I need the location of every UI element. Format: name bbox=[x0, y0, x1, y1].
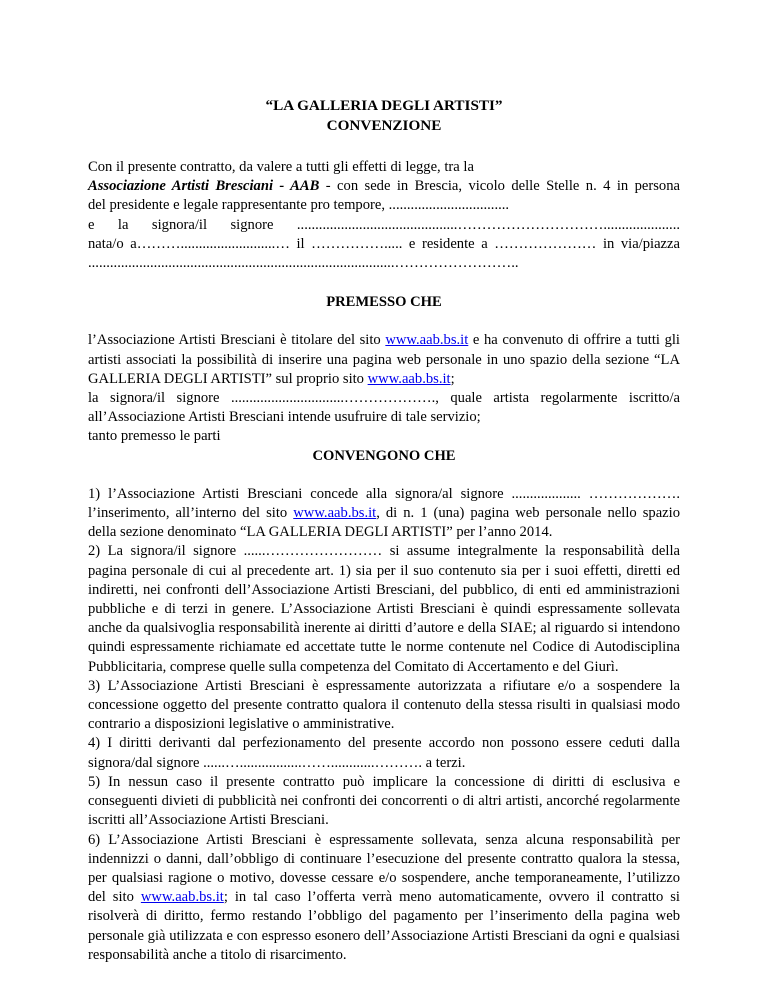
premesso-text-c: ; bbox=[450, 370, 455, 387]
site-link[interactable]: www.aab.bs.it bbox=[385, 332, 469, 349]
intro-line-4: e la signora/il signore ............................................…………………………..................... bbox=[88, 216, 680, 233]
intro-line-2 bbox=[88, 177, 680, 196]
intro-line-1: Con il presente contratto, da valere a tutti gli effetti di legge, tra la bbox=[88, 159, 474, 175]
heading-premesso: PREMESSO CHE bbox=[326, 294, 442, 311]
title-line-1: “LA GALLERIA DEGLI ARTISTI” bbox=[265, 97, 503, 114]
document-title bbox=[88, 96, 680, 135]
intro-line-2-rest: - con sede in Brescia, vicolo delle Stelle n. 4 in persona bbox=[319, 178, 680, 195]
premesso-paragraph-1 bbox=[88, 331, 680, 389]
clause-1 bbox=[88, 485, 680, 543]
clause-1-text-b: , di n. 1 (una) pagina web personale nello spazio della sezione denominato “LA GALLERIA DEGLI ARTISTI” per l’anno 2014. bbox=[88, 505, 680, 541]
heading-convengono: CONVENGONO CHE bbox=[312, 447, 456, 464]
intro-section bbox=[88, 158, 680, 273]
clause-4: 4) I diritti derivanti dal perfezionamento del presente accordo non possono essere ceduti dalla signora/dal signore ......….................……............………. a terzi. bbox=[88, 735, 680, 771]
premesso-paragraph-2: la signora/il signore ...............................………………., quale artista regolarmente iscritto/a all’Associazione Artisti Bresciani intende usufruire di tale servizio; bbox=[88, 390, 680, 426]
intro-line-3: del presidente e legale rappresentante pro tempore, ................................. bbox=[88, 197, 510, 214]
clause-2: 2) La signora/il signore ......…………………… si assume integralmente la responsabilità della pagina personale di cui al precedente art. 1) sia per il suo contenuto sia per i suoi effetti, diretti ed indiretti, nei confronti dell’Associazione Artisti Bresciani, del pubblico, di enti ed amministrazioni pubbliche e di terzi in genere. L’Associazione Artisti Bresciani è quindi espressamente sollevata anche da qualsivoglia responsabilità inerente ai diritti d’autore e della SIAE; al riguardo si intendono quindi espressamente richiamate ed accettate tutte le norme contenute nel Codice di Autodisciplina Pubblicitaria, comprese quelle sulla competenza del Comitato di Accertamento e del Giurì. bbox=[88, 543, 680, 675]
clause-6-text-a: 6) L’Associazione Artisti Bresciani è espressamente sollevata, senza alcuna responsabilità per indennizzi o danni, dall’obbligo di continuare l’esecuzione del presente contratto qualora la stessa, per qualsiasi ragione o motivo, dovesse cessare e/o sospendere, anche temporaneamente, l’utilizzo del sito bbox=[88, 831, 680, 906]
premesso-paragraph-3: tanto premesso le parti bbox=[88, 428, 221, 445]
clause-3: 3) L’Associazione Artisti Bresciani è espressamente autorizzata a rifiutare e/o a sospendere la concessione oggetto del presente contratto qualora il contenuto della stessa risulti in qualsiasi modo contrario a disposizioni legislative o amministrative. bbox=[88, 677, 680, 733]
intro-line-5: nata/o a………..........................… il ……………..... e residente a ………………… in via/piazza bbox=[88, 235, 680, 252]
premesso-text-a: l’Associazione Artisti Bresciani è titolare del sito bbox=[88, 332, 386, 349]
site-link[interactable]: www.aab.bs.it bbox=[140, 889, 224, 906]
site-link[interactable]: www.aab.bs.it bbox=[367, 370, 451, 387]
intro-line-6: ....................................................................................…………………….. bbox=[88, 255, 519, 272]
clause-5: 5) In nessun caso il presente contratto può implicare la concessione di diritti di esclusiva e conseguenti divieti di pubblicità nei confronti dei concorrenti o di altri artisti, ancorché regolarmente iscritti all’Associazione Artisti Bresciani. bbox=[88, 773, 680, 829]
site-link[interactable]: www.aab.bs.it bbox=[293, 505, 377, 522]
clause-6-text-b: ; in tal caso l’offerta verrà meno automaticamente, ovvero il contratto si risolverà di diritto, fermo restando l’obbligo del pagamento per l’inserimento della pagina web personale già utilizzata e con espresso esonero dell’Associazione Artisti Bresciani da ogni e qualsiasi responsabilità anche a titolo di risarcimento. bbox=[88, 889, 680, 963]
association-name: Associazione Artisti Bresciani - AAB bbox=[88, 178, 320, 195]
clause-6 bbox=[88, 831, 680, 965]
clause-1-text-a: 1) l’Associazione Artisti Bresciani concede alla signora/al signore ................... ………………. l’inserimento, all’interno del sito bbox=[88, 485, 680, 522]
premesso-text-b: e ha convenuto di offrire a tutti gli artisti associati la possibilità di inserire una pagina web personale in uno spazio della sezione “LA GALLERIA DEGLI ARTISTI” sul proprio sito bbox=[88, 332, 680, 387]
title-line-2: CONVENZIONE bbox=[326, 116, 442, 134]
